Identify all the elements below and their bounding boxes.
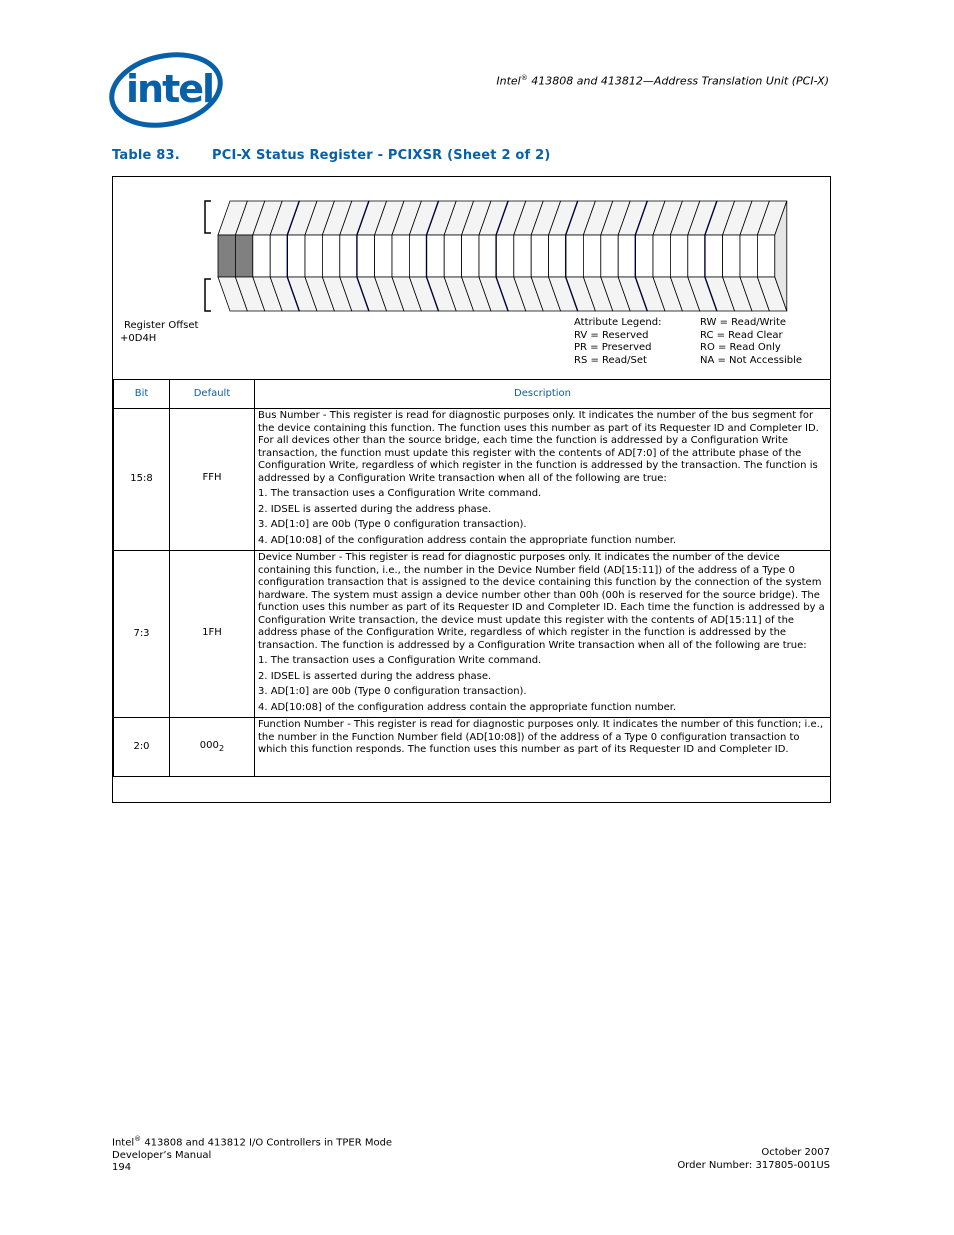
bit-cell-0 [757,235,774,277]
bit-cell-21 [392,235,409,277]
default-cell [170,551,255,718]
default-cell [170,718,255,777]
footer-brand: Intel [112,1137,135,1149]
bit-cell-17 [462,235,479,277]
legend-entry: RC = Read Clear [700,329,783,341]
bit-cell-7 [636,235,653,277]
description-list-item: 1. The transaction uses a Configuration Write command. [258,655,542,666]
legend-entry: RW = Read/Write [700,317,787,328]
description-cell [255,551,831,718]
bit-cell-29 [253,235,270,277]
bit-cell-20 [409,235,426,277]
register-diagram-area [113,177,830,379]
legend-entry: RV = Reserved [574,329,649,341]
bit-cell-9 [601,235,618,277]
default-value: 1FH [202,626,222,638]
bit-cell: 7:3 [114,551,170,718]
bit-cell-16 [479,235,496,277]
logo-text: intel [126,67,214,111]
description-list-item: 3. AD[1:0] are 00b (Type 0 configuration transaction). [258,686,527,697]
page-footer-right [677,1147,830,1172]
bit-description-grid [113,379,831,777]
bit-cell-15 [496,235,513,277]
column-header-bit: Bit [114,380,170,409]
legend-left-column [574,317,661,367]
table-row [114,551,831,718]
intel-logo [108,50,228,130]
description-list-item: 4. AD[10:08] of the configuration address contain the appropriate function number. [258,701,677,713]
footer-registered-mark: ® [134,1135,142,1143]
description-list-item: 3. AD[1:0] are 00b (Type 0 configuration transaction). [258,519,527,530]
page-footer-left [112,1133,392,1175]
footer-manual: Developer’s Manual [112,1149,212,1161]
bit-cell-4 [688,235,705,277]
default-value: 000 [199,739,219,751]
bit-cell-10 [583,235,600,277]
bit-cell-24 [340,235,357,277]
legend-entry: PR = Preserved [574,342,652,354]
table-title: PCI-X Status Register - PCIXSR (Sheet 2 of 2) [212,148,551,163]
legend-title: Attribute Legend: [574,317,662,328]
column-header-description: Description [255,380,831,409]
description-cell [255,718,831,777]
legend-right-column [700,317,802,367]
description-text: Bus Number - This register is read for diagnostic purposes only. It indicates the number of the bus segment for the device containing this function. The function uses this number as part of its Requester ID and Completer ID. For all devices other than the source bridge, each time the function is addressed by a Configuration Write transaction, the function must update this register with the contents of AD[7:0] of the attribute phase of the Configuration Write, regardless of which register in the function is addressed by the transaction. The function is addressed by a Configuration Write transaction when all of the following are true: [258,410,819,484]
legend-entry: NA = Not Accessible [700,354,803,366]
table-caption [112,148,551,163]
footer-product-line [112,1133,392,1150]
register-table [112,176,831,803]
bit-cell-12 [549,235,566,277]
footer-order-number: Order Number: 317805-001US [677,1159,830,1171]
bit-cell-23 [357,235,374,277]
default-subscript: 2 [218,742,225,753]
table-row [114,409,831,551]
description-text: Function Number - This register is read for diagnostic purposes only. It indicates the number of this function; i.e., the number in the Function Number field (AD[10:08]) of the address of a Type 0 configuration transaction to which this function responds. The function uses this number as part of its Requester ID and Completer ID. [258,719,824,755]
description-text: Device Number - This register is read for diagnostic purposes only. It indicates the number of the device containing this function, i.e., the number in the Device Number field (AD[15:11]) of the address of a Type 0 configuration transaction that is assigned to the device containing this function by the connection of the system hardware. The system must assign a device number other than 00h (00h is reserved for the source bridge). The function uses this number as part of its Requester ID and Completer ID. Each time the function is addressed by a Configuration Write transaction, the device must update this register with the contents of AD[15:11] of the address phase of the Configuration Write, regardless of which register in the function is addressed by the transaction. The function is addressed by a Configuration Write transaction when all of the following are true: [258,552,825,651]
bit-cell-6 [653,235,670,277]
bit-cell-3 [705,235,722,277]
bit-cell-31 [218,235,235,277]
bit-cell-27 [288,235,305,277]
bit-cell-13 [531,235,548,277]
legend-entry: RS = Read/Set [574,354,647,366]
bit-cell-25 [322,235,339,277]
table-row [114,718,831,777]
footer-date: October 2007 [761,1147,830,1158]
page-number: 194 [112,1162,132,1174]
bit-cell-19 [427,235,444,277]
header-row [114,380,831,409]
default-cell [170,409,255,551]
lower-bracket [205,279,211,311]
bit-cell: 2:0 [114,718,170,777]
bit-cell-14 [514,235,531,277]
register-offset-label: Register Offset [124,320,199,331]
description-list-item: 1. The transaction uses a Configuration Write command. [258,488,542,499]
description-list-item: 4. AD[10:08] of the configuration address contain the appropriate function number. [258,534,677,546]
bit-cell-1 [740,235,757,277]
bit-cell-18 [444,235,461,277]
bit-cell-22 [375,235,392,277]
header-registered-mark: ® [520,74,528,82]
page-header-title [496,74,829,88]
table-number: Table 83. [112,148,180,163]
register-offset-value: +0D4H [120,333,157,344]
bit-cell-5 [670,235,687,277]
header-brand: Intel [496,74,521,88]
footer-product: 413808 and 413812 I/O Controllers in TPER Mode [141,1137,393,1149]
header-title-text: 413808 and 413812—Address Translation Unit (PCI-X) [527,74,829,88]
bit-cell-8 [618,235,635,277]
column-header-default: Default [170,380,255,409]
legend-entry: RO = Read Only [700,342,781,354]
bit-cell: 15:8 [114,409,170,551]
description-cell [255,409,831,551]
bit-cell-26 [305,235,322,277]
bit-cell-28 [270,235,287,277]
register-bit-diagram [113,177,830,327]
description-list-item: 2. IDSEL is asserted during the address phase. [258,503,492,515]
default-value: FFH [202,472,222,484]
upper-bracket [205,201,211,233]
description-list-item: 2. IDSEL is asserted during the address phase. [258,670,492,682]
register-offset-block [120,319,199,345]
bit-cell-11 [566,235,583,277]
bit-cell-2 [723,235,740,277]
bit-cell-30 [235,235,252,277]
